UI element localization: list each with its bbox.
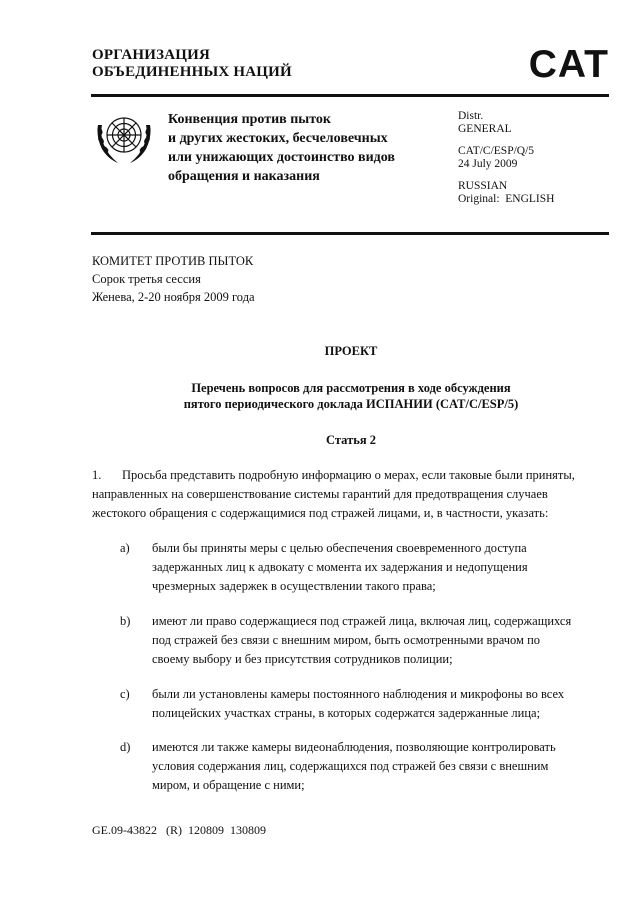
committee-session: Сорок третья сессия — [92, 272, 201, 286]
list-item-line: условия содержания лиц, содержащихся под стражей без связи с внешним — [152, 759, 549, 773]
list-item-label: c) — [120, 687, 130, 701]
document-title-line-1: Перечень вопросов для рассмотрения в ходе обсуждения — [191, 381, 511, 395]
draft-heading: ПРОЕКТ — [324, 344, 378, 358]
list-item-label: d) — [120, 740, 131, 754]
list-item-line: под стражей без связи с внешним миром, быть осмотренными врачом по — [152, 633, 541, 647]
distr-original: Original: ENGLISH — [458, 193, 555, 205]
convention-line-2: и других жестоких, бесчеловечных — [168, 131, 388, 146]
convention-line-1: Конвенция против пыток — [168, 112, 331, 127]
list-item-label: a) — [120, 541, 130, 555]
list-item-text — [152, 612, 598, 669]
article-heading: Статья 2 — [326, 433, 376, 447]
list-item-line: своему выбору и без присутствия сотрудников полиции; — [152, 652, 453, 666]
document-title-line-2: пятого периодического доклада ИСПАНИИ (CAT/C/ESP/5) — [183, 397, 519, 411]
distribution-block — [458, 110, 554, 206]
un-emblem-icon — [92, 105, 156, 169]
list-item-line: задержанных лиц к адвокату с момента их задержания и недопущения — [152, 560, 528, 574]
list-item-text — [152, 685, 598, 723]
committee-info — [92, 252, 255, 306]
org-line-1: ОРГАНИЗАЦИЯ — [92, 47, 211, 63]
committee-place-date: Женева, 2-20 ноября 2009 года — [92, 290, 255, 304]
list-item-line: чрезмерных задержек в осуществлении такого права; — [152, 579, 436, 593]
list-item-line: были бы приняты меры с целью обеспечения своевременного доступа — [152, 541, 527, 555]
document-symbol-cat: CAT — [528, 43, 609, 86]
document-title — [92, 380, 610, 412]
distr-language: RUSSIAN — [458, 180, 508, 192]
paragraph-line-2: направленных на совершенствование системы гарантий для предотвращения случаев — [92, 487, 548, 501]
list-item-text — [152, 539, 598, 596]
list-item-line: миром, и обращение с ними; — [152, 778, 305, 792]
convention-line-4: обращения и наказания — [168, 169, 320, 184]
list-item-label: b) — [120, 614, 131, 628]
organization-name — [92, 47, 292, 81]
paragraph-line-3: жестокого обращения с содержащимися под стражей лицами, и, в частности, указать: — [92, 506, 549, 520]
paragraph-1 — [92, 466, 597, 523]
paragraph-line-1: Просьба представить подробную информацию о мерах, если таковые были приняты, — [122, 468, 575, 482]
committee-name: КОМИТЕТ ПРОТИВ ПЫТОК — [92, 254, 254, 268]
list-item-line: были ли установлены камеры постоянного наблюдения и микрофоны во всех — [152, 687, 565, 701]
distr-label: Distr. — [458, 110, 484, 122]
distr-general: GENERAL — [458, 123, 512, 135]
footer-code: GE.09-43822 (R) 120809 130809 — [92, 823, 266, 837]
org-line-2: ОБЪЕДИНЕННЫХ НАЦИЙ — [92, 64, 292, 80]
list-item-line: имеют ли право содержащиеся под стражей лица, включая лиц, содержащихся — [152, 614, 572, 628]
convention-line-3: или унижающих достоинство видов — [168, 150, 395, 165]
convention-title — [168, 110, 448, 186]
distr-doc-symbol: CAT/C/ESP/Q/5 — [458, 145, 535, 157]
distr-date: 24 July 2009 — [458, 158, 518, 170]
list-item-line: полицейских участках страны, в которых содержатся задержанные лица; — [152, 706, 541, 720]
list-item-text — [152, 738, 598, 795]
list-item-line: имеются ли также камеры видеонаблюдения, позволяющие контролировать — [152, 740, 556, 754]
header-rule-top — [91, 94, 609, 97]
paragraph-number: 1. — [92, 468, 102, 482]
header-rule-bottom — [91, 232, 609, 235]
